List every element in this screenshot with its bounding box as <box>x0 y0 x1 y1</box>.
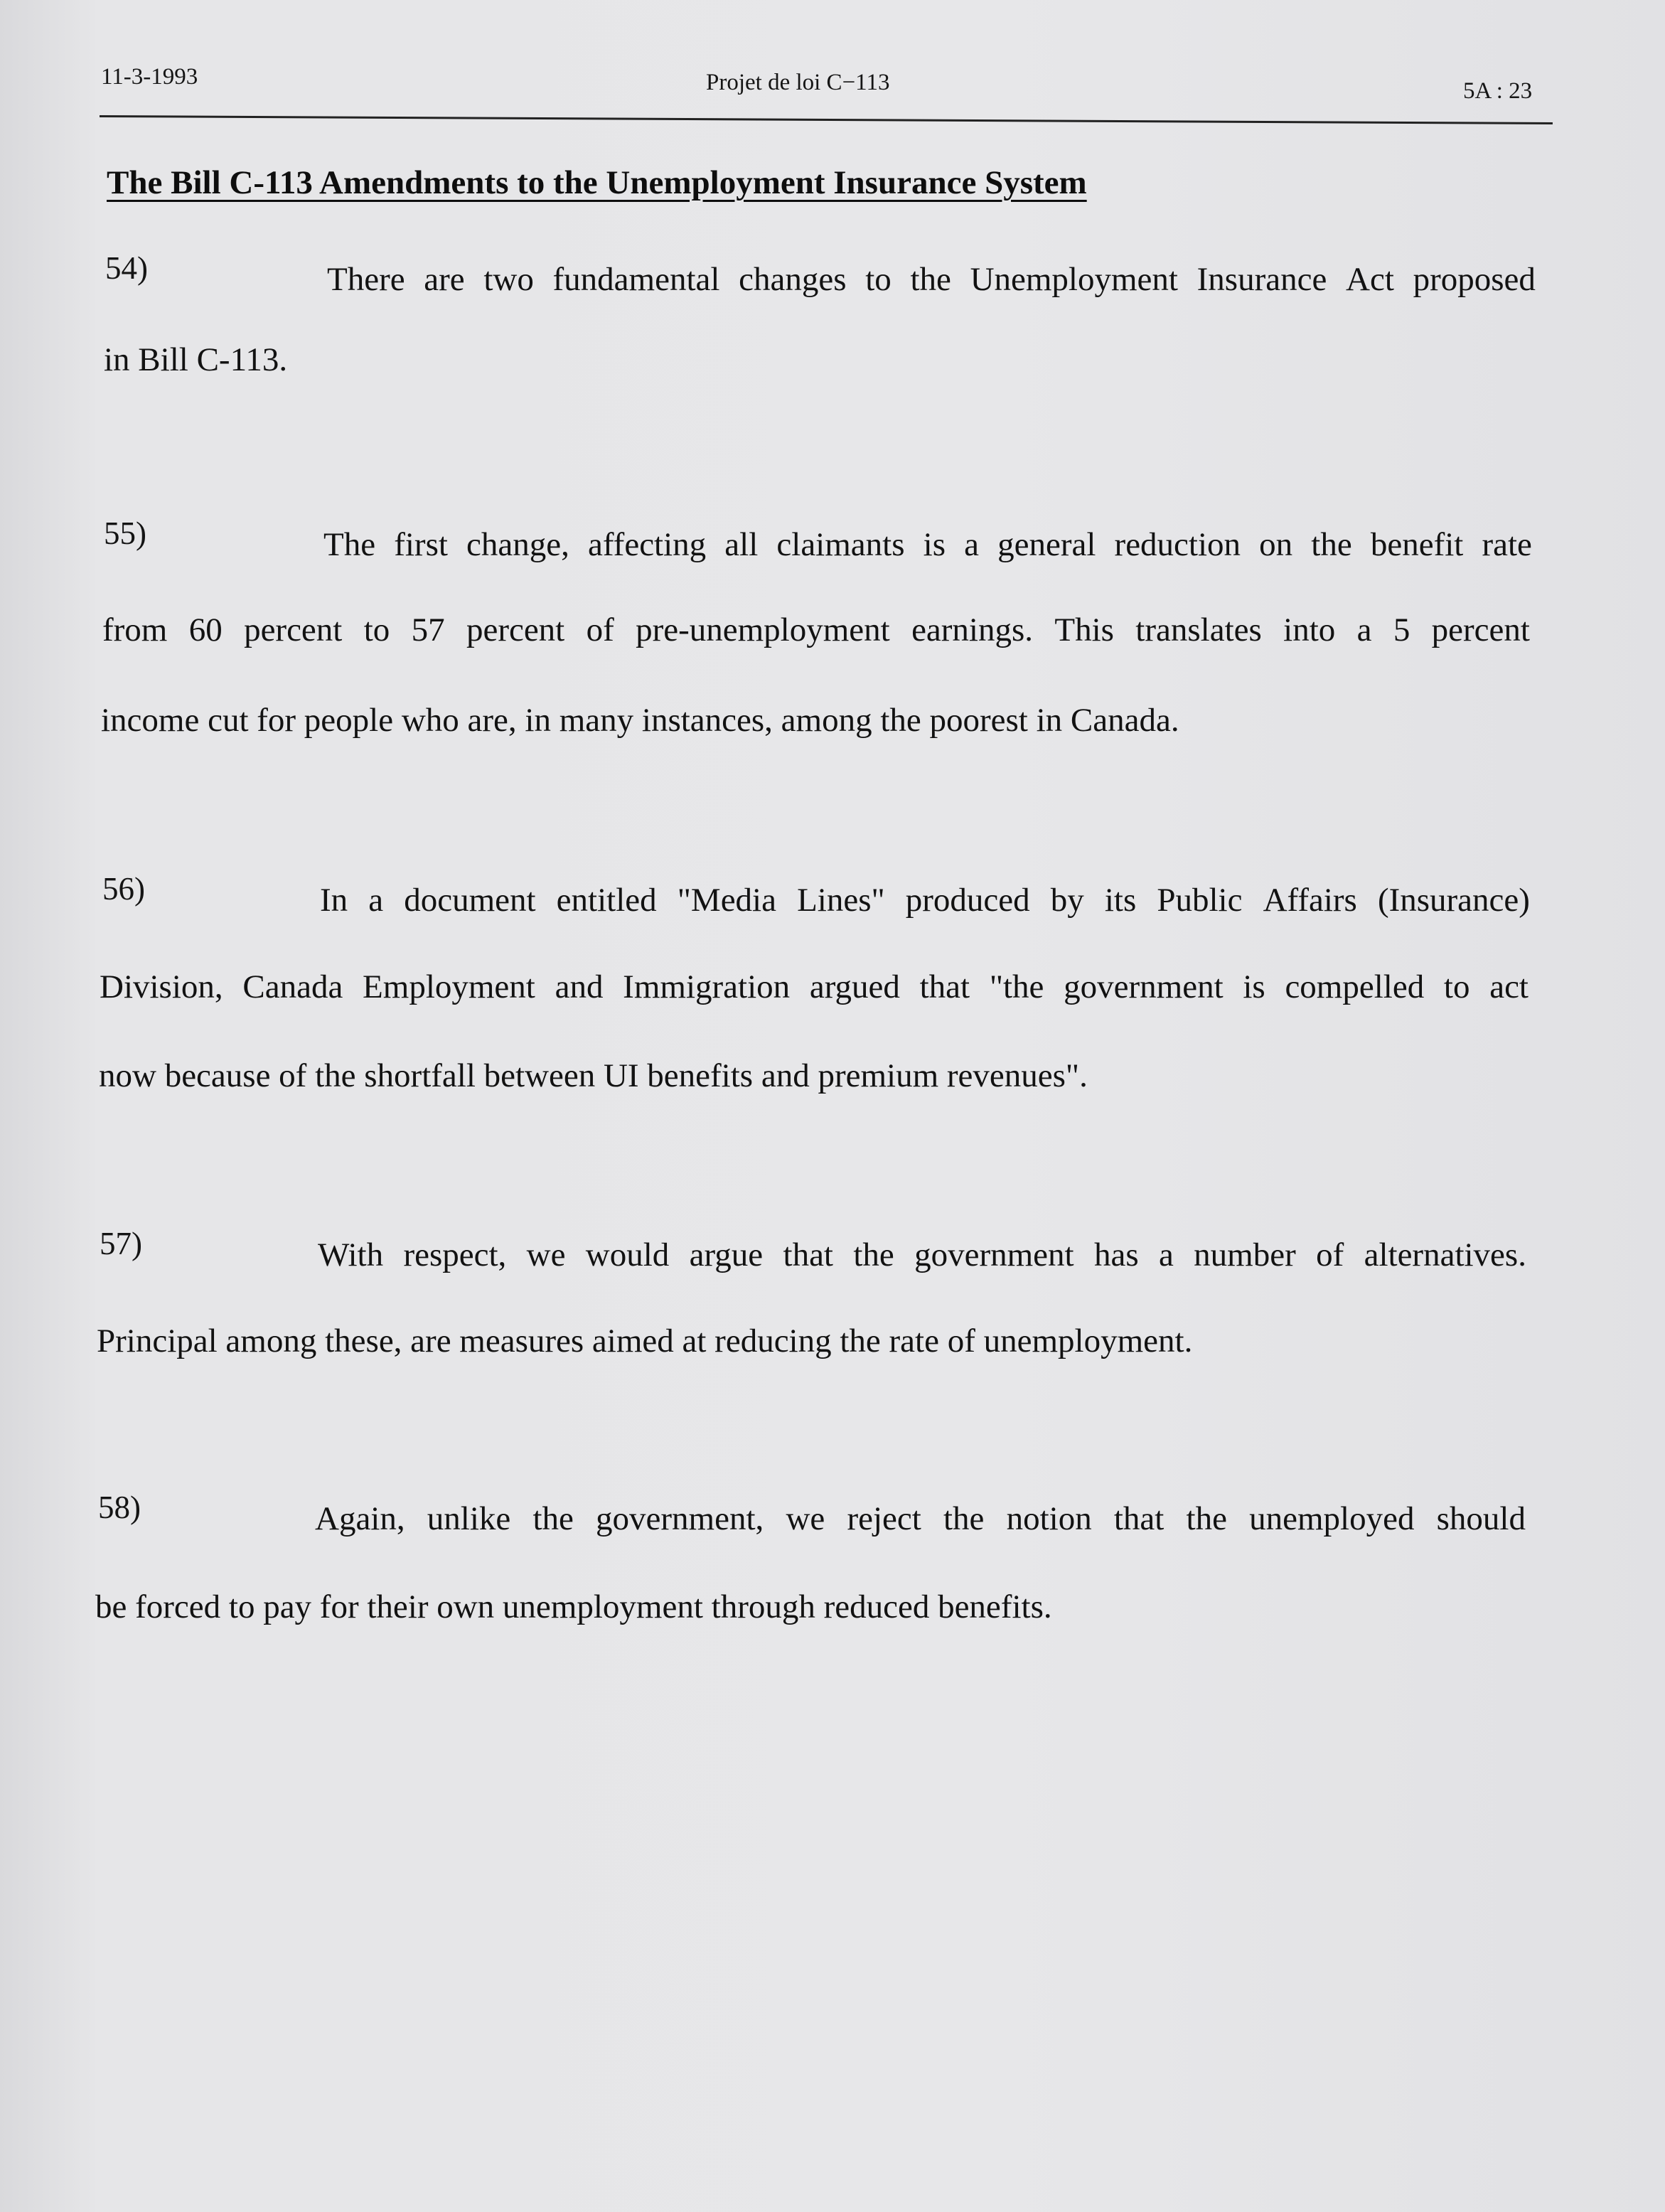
word: document <box>404 882 536 919</box>
word: Affairs <box>1263 882 1357 919</box>
word: unemployed <box>1249 1500 1415 1537</box>
word: of <box>1316 1236 1344 1273</box>
word: Division, <box>100 968 223 1005</box>
word: compelled <box>1285 968 1425 1005</box>
word: argued <box>809 968 900 1005</box>
paragraph-line: income cut for people who are, in many instances, among the poorest in Canada. <box>101 702 1179 739</box>
word: act <box>1489 968 1529 1005</box>
word: With <box>318 1236 384 1273</box>
paragraph-number: 55) <box>104 515 146 551</box>
paragraph-line <box>315 1502 1526 1536</box>
word: first <box>394 526 448 563</box>
word: by <box>1050 882 1084 919</box>
word: 5 <box>1393 611 1410 648</box>
word: on <box>1259 526 1293 563</box>
word: Public <box>1157 882 1243 919</box>
paragraph-number: 57) <box>100 1226 142 1261</box>
word: Unemployment <box>970 261 1178 298</box>
header-date: 11-3-1993 <box>101 64 198 90</box>
word: respect, <box>403 1236 507 1273</box>
word: two <box>483 261 534 298</box>
word: The <box>323 526 376 563</box>
word: reject <box>847 1500 921 1537</box>
word: that <box>783 1236 833 1273</box>
paragraph-line: in Bill C-113. <box>104 341 288 378</box>
word: benefit <box>1370 526 1464 563</box>
paragraph-number: 56) <box>102 871 145 907</box>
header-page-reference: 5A : 23 <box>1463 78 1533 104</box>
paragraph-line: Principal among these, are measures aimed at reducing the rate of unemployment. <box>97 1323 1193 1359</box>
word: percent <box>466 611 565 648</box>
word: the <box>1186 1500 1227 1537</box>
word: Act <box>1346 261 1394 298</box>
header-rule <box>100 115 1553 124</box>
header-title: Projet de loi C−113 <box>706 70 890 95</box>
word: a <box>1158 1236 1174 1273</box>
word: translates <box>1135 611 1262 648</box>
word: argue <box>689 1236 764 1273</box>
word: Employment <box>363 968 535 1005</box>
word: claimants <box>776 526 905 563</box>
word: 60 <box>188 611 223 648</box>
word: Again, <box>315 1500 405 1537</box>
word: the <box>532 1500 574 1537</box>
paragraph-number: 58) <box>98 1490 141 1525</box>
word: that <box>919 968 970 1005</box>
word: into <box>1283 611 1336 648</box>
word: affecting <box>588 526 707 563</box>
word: has <box>1093 1236 1139 1273</box>
word: There <box>327 261 405 298</box>
word: reduction <box>1114 526 1241 563</box>
word: 57 <box>411 611 445 648</box>
paragraph-line <box>318 1236 1526 1273</box>
paragraph-line <box>100 968 1529 1005</box>
word: "Media <box>677 882 776 919</box>
word: general <box>997 526 1096 563</box>
word: notion <box>1006 1500 1092 1537</box>
paragraph-line: be forced to pay for their own unemployment through reduced benefits. <box>95 1588 1052 1625</box>
word: should <box>1436 1500 1526 1537</box>
word: that <box>1113 1500 1165 1537</box>
word: pre-unemployment <box>636 611 890 648</box>
word: This <box>1054 611 1114 648</box>
paragraph-line <box>102 611 1530 648</box>
word: a <box>368 882 384 919</box>
word: earnings. <box>911 611 1034 648</box>
word: to <box>865 261 892 298</box>
word: changes <box>739 261 847 298</box>
word: (Insurance) <box>1377 882 1530 919</box>
word: rate <box>1482 526 1532 563</box>
word: the <box>910 261 951 298</box>
word: the <box>1311 526 1352 563</box>
word: a <box>1356 611 1372 648</box>
word: percent <box>244 611 343 648</box>
word: to <box>363 611 390 648</box>
word: of <box>586 611 614 648</box>
word: its <box>1104 882 1137 919</box>
word: percent <box>1431 611 1530 648</box>
word: from <box>102 611 168 648</box>
word: Canada <box>242 968 343 1005</box>
word: a <box>964 526 979 563</box>
word: Insurance <box>1196 261 1327 298</box>
paragraph-line <box>320 884 1530 917</box>
word: entitled <box>556 882 657 919</box>
word: to <box>1443 968 1470 1005</box>
word: alternatives. <box>1364 1236 1526 1273</box>
word: all <box>724 526 759 563</box>
word: proposed <box>1413 261 1536 298</box>
word: produced <box>905 882 1030 919</box>
word: government <box>914 1236 1074 1273</box>
word: the <box>943 1500 985 1537</box>
word: government <box>1064 968 1224 1005</box>
word: fundamental <box>552 261 720 298</box>
word: Lines" <box>797 882 885 919</box>
word: change, <box>466 526 569 563</box>
word: government, <box>596 1500 764 1537</box>
word: and <box>555 968 604 1005</box>
section-heading: The Bill C-113 Amendments to the Unemployment Insurance System <box>107 164 1087 201</box>
word: we <box>786 1500 825 1537</box>
word: number <box>1194 1236 1296 1273</box>
paragraph-line <box>323 528 1532 562</box>
word: we <box>526 1236 566 1273</box>
word: In <box>320 882 348 919</box>
page-header <box>0 0 1665 128</box>
word: unlike <box>427 1500 511 1537</box>
paragraph-line: now because of the shortfall between UI benefits and premium revenues". <box>99 1057 1088 1094</box>
word: is <box>1243 968 1265 1005</box>
paragraph-number: 54) <box>105 250 148 286</box>
paragraph-line <box>327 263 1536 296</box>
word: the <box>853 1236 894 1273</box>
word: "the <box>989 968 1044 1005</box>
word: would <box>585 1236 670 1273</box>
word: are <box>424 261 465 298</box>
word: is <box>923 526 946 563</box>
word: Immigration <box>623 968 791 1005</box>
